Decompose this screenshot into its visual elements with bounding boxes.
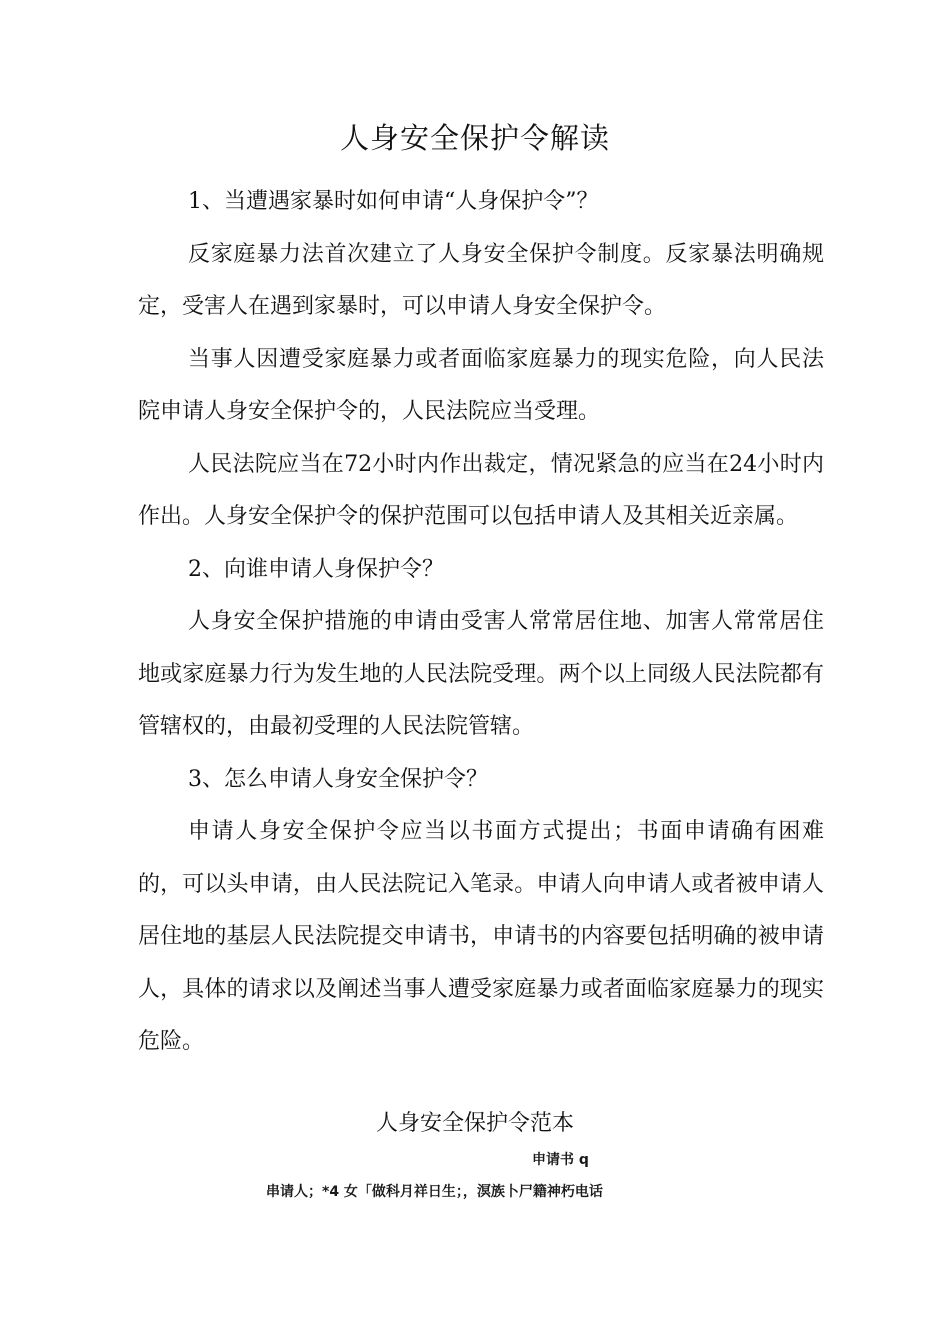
body-paragraph: 申请人身安全保护令应当以书面方式提出；书面申请确有困难的，可以头申请，由人民法院记入笔录。申请人向申请人或者被申请人居住地的基层人民法院提交申请书，申请书的内容要包括明确的被申请人，具体的请求以及阐述当事人遭受家庭暴力或者面临家庭暴力的现实危险。 <box>138 819 824 1054</box>
question-1-heading: 1、当遭遇家暴时如何申请“人身保护令”？ <box>188 189 599 214</box>
body-paragraph: 人身安全保护措施的申请由受害人常常居住地、加害人常常居住地或家庭暴力行为发生地的人民法院受理。两个以上同级人民法院都有管辖权的，由最初受理的人民法院管辖。 <box>138 609 824 739</box>
document-title: 人身安全保护令解读 <box>339 121 610 155</box>
form-heading: 申请书 q <box>532 1152 589 1168</box>
body-paragraph: 当事人因遭受家庭暴力或者面临家庭暴力的现实危险，向人民法院申请人身安全保护令的，人民法院应当受理。 <box>138 346 824 424</box>
document-body <box>138 176 824 1069</box>
question-3-heading: 3、怎么申请人身安全保护令？ <box>188 766 488 792</box>
body-paragraph: 反家庭暴力法首次建立了人身安全保护令制度。反家暴法明确规定，受害人在遇到家暴时，可以申请人身安全保护令。 <box>138 241 824 319</box>
question-2-heading: 2、向谁申请人身保护令？ <box>188 556 444 582</box>
form-applicant-line: 串请人；*4 女「做科月祥日生；，溟族卜尸籍神朽电话 <box>266 1184 603 1200</box>
sample-title: 人身安全保护令范本 <box>375 1111 574 1136</box>
body-paragraph: 人民法院应当在72小时内作出裁定，情况紧急的应当在24小时内作出。人身安全保护令的保护范围可以包括申请人及其相关近亲属。 <box>138 451 824 529</box>
